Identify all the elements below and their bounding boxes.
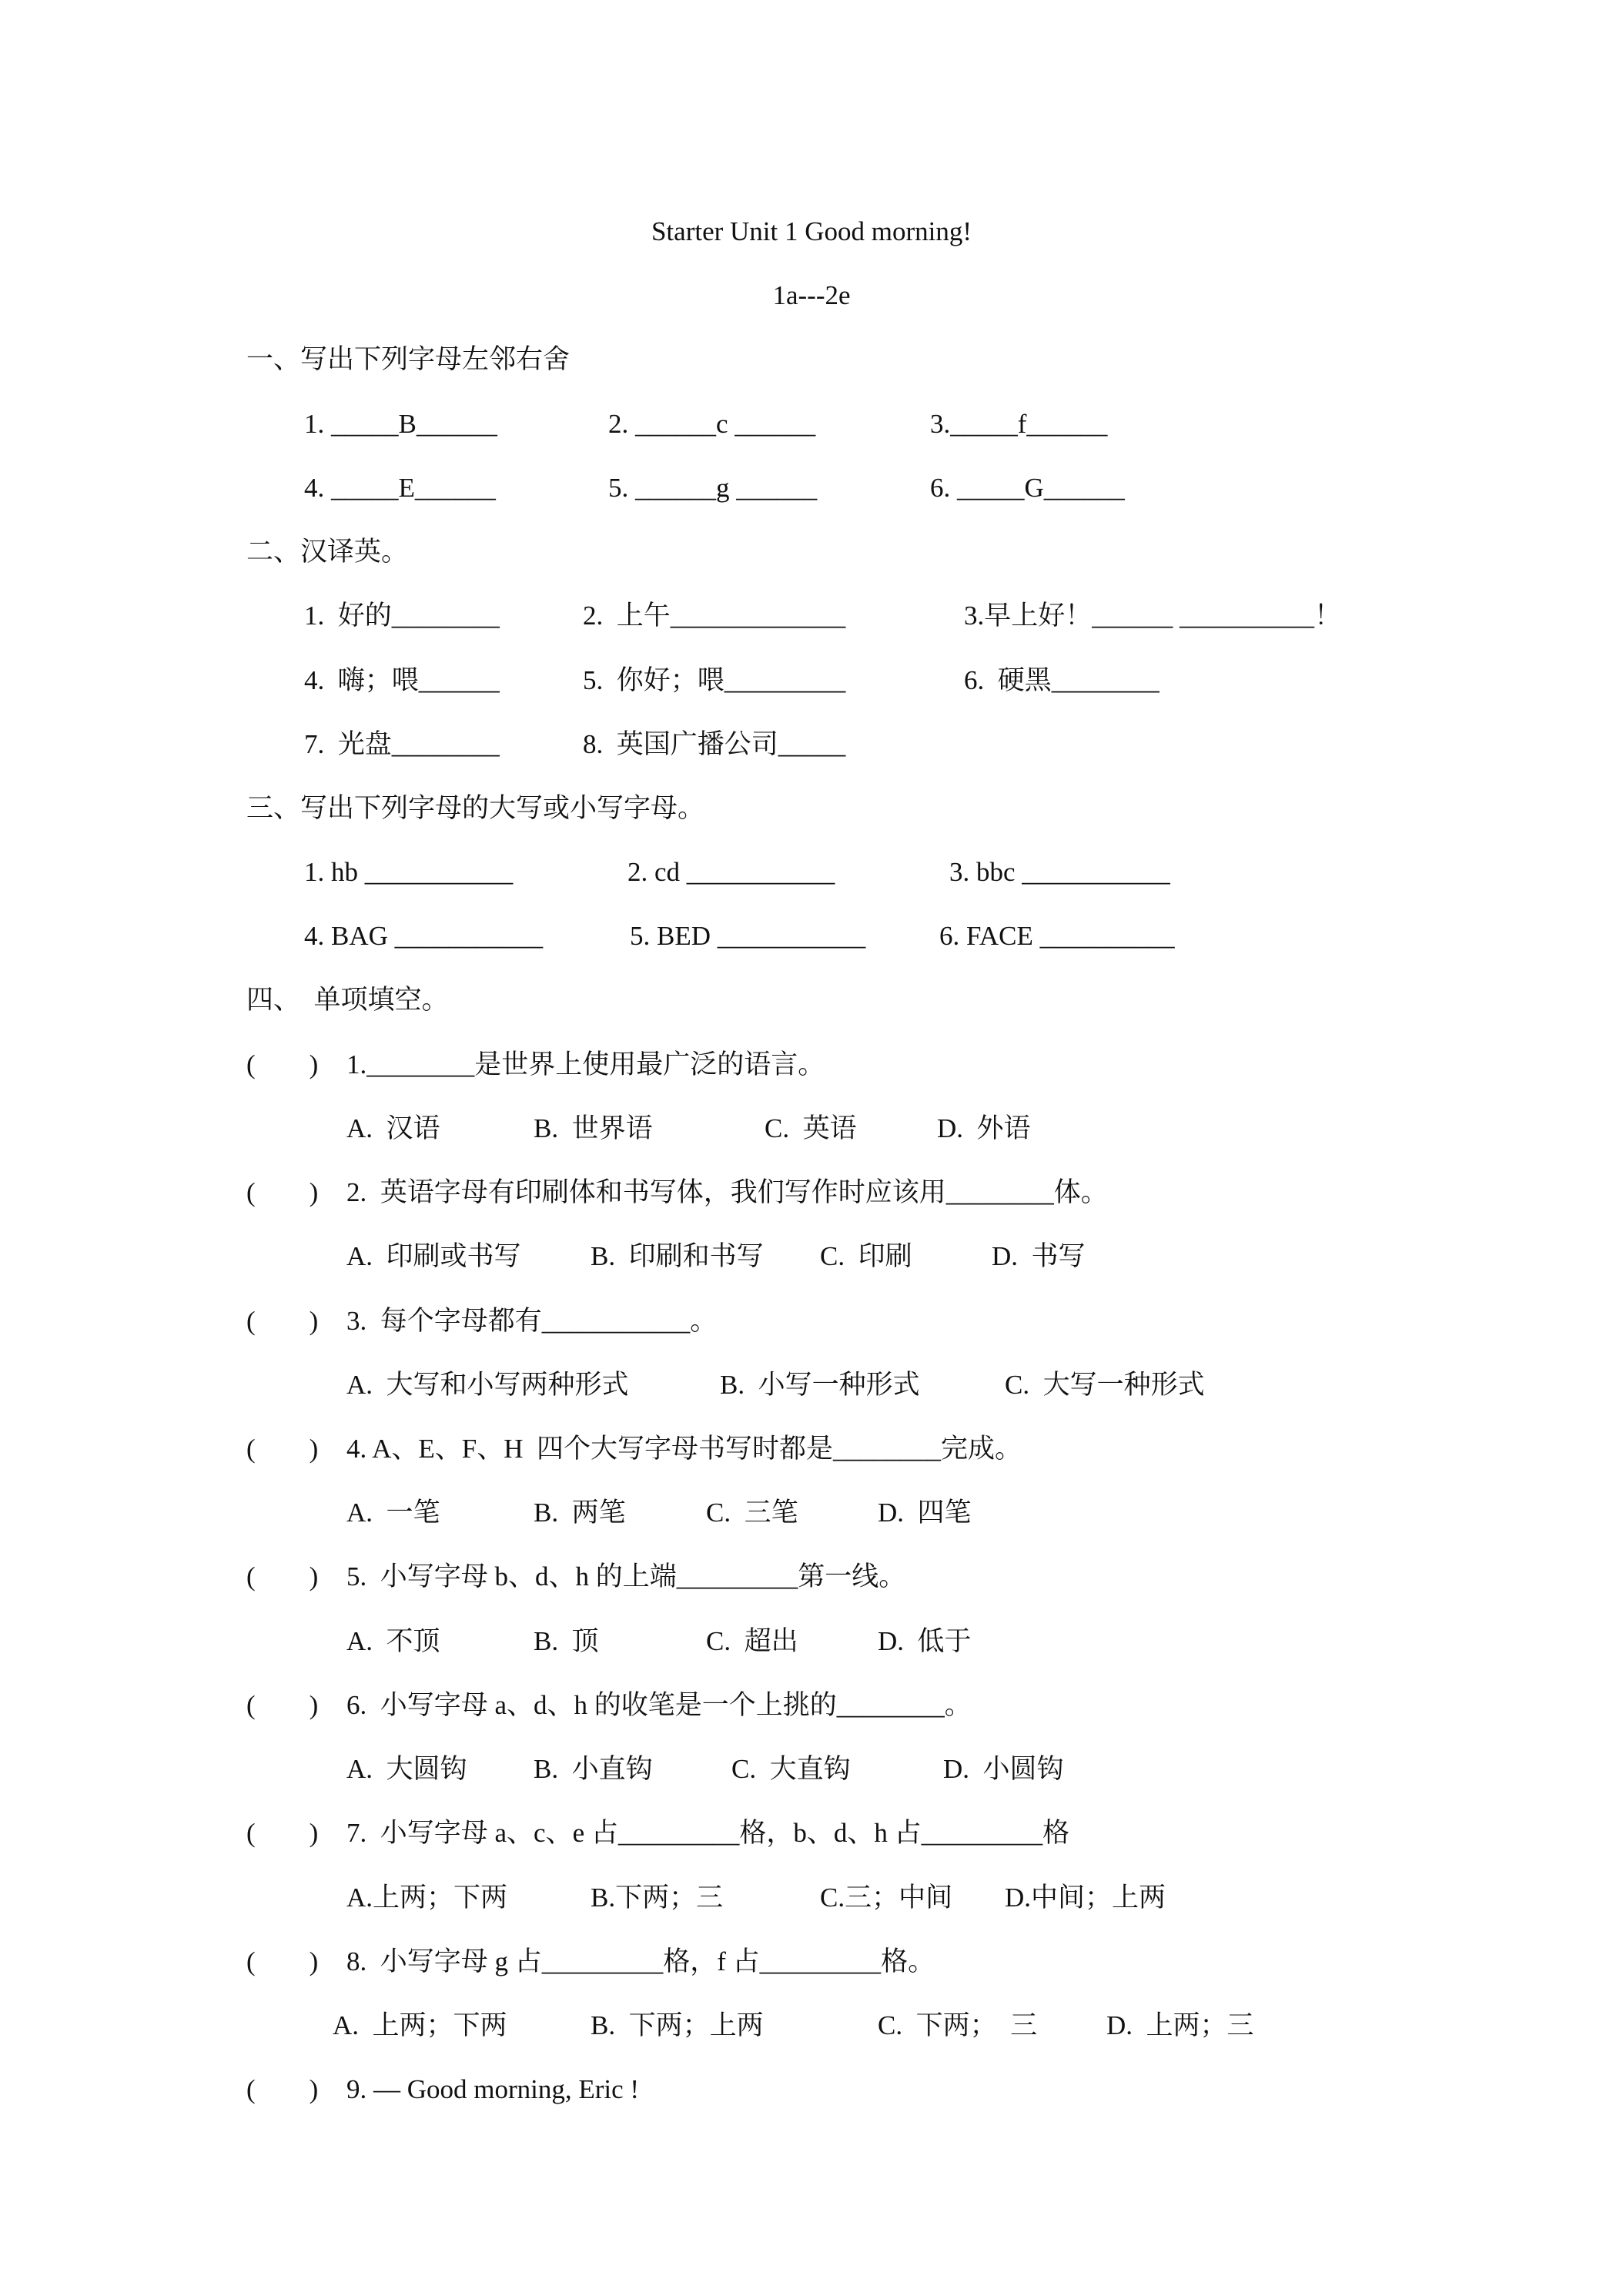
section-1-heading: 一、写出下列字母左邻右舍 bbox=[246, 344, 571, 374]
page-title: Starter Unit 1 Good morning! bbox=[651, 216, 972, 246]
page-subtitle: 1a---2e bbox=[772, 280, 851, 310]
q2-option-b: B. 印刷和书写 bbox=[591, 1241, 764, 1271]
q1-option-c: C. 英语 bbox=[765, 1113, 857, 1143]
s1-item-3: 3._____f______ bbox=[930, 409, 1108, 439]
s1-item-2: 2. ______c ______ bbox=[608, 409, 816, 439]
answer-bracket-5: ( ) bbox=[246, 1561, 319, 1591]
s2-item-8: 8. 英国广播公司_____ bbox=[583, 729, 846, 759]
question-3: 3. 每个字母都有___________。 bbox=[346, 1306, 718, 1336]
q4-option-a: A. 一笔 bbox=[346, 1498, 440, 1528]
q5-option-d: D. 低于 bbox=[878, 1626, 972, 1656]
q5-option-a: A. 不顶 bbox=[346, 1626, 440, 1656]
q5-option-b: B. 顶 bbox=[534, 1626, 599, 1656]
q7-option-b: B.下两；三 bbox=[591, 1883, 724, 1913]
s2-item-2: 2. 上午_____________ bbox=[583, 601, 846, 631]
answer-bracket-1: ( ) bbox=[246, 1049, 319, 1079]
answer-bracket-2: ( ) bbox=[246, 1177, 319, 1207]
s3-item-1: 1. hb ___________ bbox=[304, 857, 514, 887]
q8-option-a: A. 上两；下两 bbox=[333, 2010, 507, 2040]
q4-option-c: C. 三笔 bbox=[706, 1498, 798, 1528]
q1-option-d: D. 外语 bbox=[937, 1113, 1031, 1143]
s2-item-4: 4. 嗨；喂______ bbox=[304, 665, 500, 695]
s3-item-2: 2. cd ___________ bbox=[627, 857, 835, 887]
q1-option-b: B. 世界语 bbox=[534, 1113, 653, 1143]
question-8: 8. 小写字母 g 占_________格，f 占_________格。 bbox=[346, 1946, 935, 1976]
section-3-heading: 三、写出下列字母的大写或小写字母。 bbox=[246, 793, 705, 823]
q3-option-b: B. 小写一种形式 bbox=[720, 1370, 920, 1400]
s3-item-3: 3. bbc ___________ bbox=[949, 857, 1170, 887]
question-7: 7. 小写字母 a、c、e 占_________格，b、d、h 占_________格 bbox=[346, 1818, 1070, 1848]
q8-option-c: C. 下两； 三 bbox=[878, 2010, 1038, 2040]
q7-option-a: A.上两；下两 bbox=[346, 1883, 508, 1913]
q5-option-c: C. 超出 bbox=[706, 1626, 798, 1656]
question-6: 6. 小写字母 a、d、h 的收笔是一个上挑的________。 bbox=[346, 1690, 972, 1720]
answer-bracket-3: ( ) bbox=[246, 1306, 319, 1336]
question-2: 2. 英语字母有印刷体和书写体，我们写作时应该用________体。 bbox=[346, 1177, 1108, 1207]
q1-option-a: A. 汉语 bbox=[346, 1113, 440, 1143]
q8-option-d: D. 上两；三 bbox=[1106, 2010, 1254, 2040]
question-5: 5. 小写字母 b、d、h 的上端_________第一线。 bbox=[346, 1561, 906, 1591]
answer-bracket-6: ( ) bbox=[246, 1690, 319, 1720]
q2-option-d: D. 书写 bbox=[992, 1241, 1086, 1271]
q6-option-c: C. 大直钩 bbox=[731, 1754, 851, 1784]
s2-item-5: 5. 你好；喂_________ bbox=[583, 665, 846, 695]
question-9: 9. — Good morning, Eric ! bbox=[346, 2074, 640, 2104]
q3-option-c: C. 大写一种形式 bbox=[1005, 1370, 1205, 1400]
s1-item-1: 1. _____B______ bbox=[304, 409, 497, 439]
answer-bracket-8: ( ) bbox=[246, 1946, 319, 1976]
s1-item-5: 5. ______g ______ bbox=[608, 473, 818, 503]
s2-item-1: 1. 好的________ bbox=[304, 601, 500, 631]
s1-item-4: 4. _____E______ bbox=[304, 473, 496, 503]
q2-option-a: A. 印刷或书写 bbox=[346, 1241, 521, 1271]
section-2-heading: 二、汉译英。 bbox=[246, 537, 409, 567]
q6-option-d: D. 小圆钩 bbox=[943, 1754, 1064, 1784]
answer-bracket-7: ( ) bbox=[246, 1818, 319, 1848]
s2-item-7: 7. 光盘________ bbox=[304, 729, 500, 759]
answer-bracket-9: ( ) bbox=[246, 2074, 319, 2104]
s2-item-6: 6. 硬黑________ bbox=[964, 665, 1160, 695]
s3-item-5: 5. BED ___________ bbox=[630, 921, 866, 951]
q4-option-d: D. 四笔 bbox=[878, 1498, 972, 1528]
q4-option-b: B. 两笔 bbox=[534, 1498, 626, 1528]
q7-option-d: D.中间；上两 bbox=[1005, 1883, 1166, 1913]
question-1: 1.________是世界上使用最广泛的语言。 bbox=[346, 1049, 825, 1079]
q6-option-a: A. 大圆钩 bbox=[346, 1754, 467, 1784]
answer-bracket-4: ( ) bbox=[246, 1434, 319, 1464]
q3-option-a: A. 大写和小写两种形式 bbox=[346, 1370, 629, 1400]
question-4: 4. A、E、F、H 四个大写字母书写时都是________完成。 bbox=[346, 1434, 1022, 1464]
q6-option-b: B. 小直钩 bbox=[534, 1754, 653, 1784]
q7-option-c: C.三；中间 bbox=[820, 1883, 953, 1913]
s1-item-6: 6. _____G______ bbox=[930, 473, 1125, 503]
section-4-heading: 四、 单项填空。 bbox=[246, 985, 449, 1015]
s3-item-6: 6. FACE __________ bbox=[939, 921, 1175, 951]
s3-item-4: 4. BAG ___________ bbox=[304, 921, 544, 951]
s2-item-3: 3.早上好！______ __________！ bbox=[964, 601, 1342, 631]
q2-option-c: C. 印刷 bbox=[820, 1241, 912, 1271]
q8-option-b: B. 下两；上两 bbox=[591, 2010, 764, 2040]
